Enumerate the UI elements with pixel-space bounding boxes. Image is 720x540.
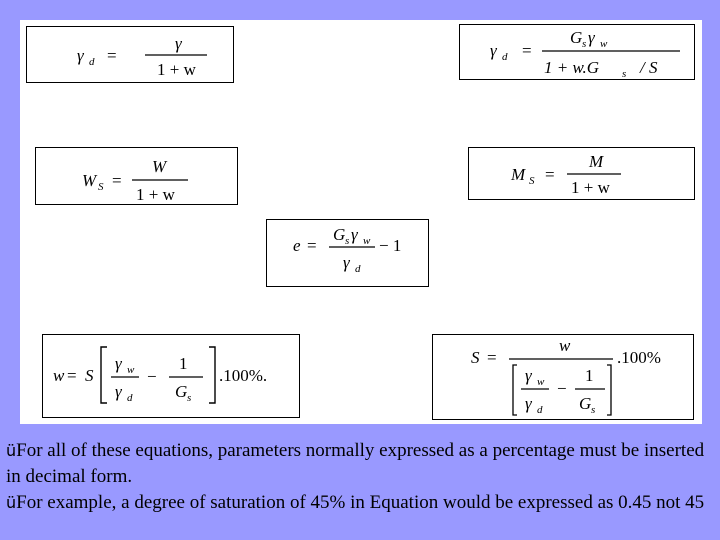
equation-degree-of-saturation-box [432,334,694,420]
eq-term2-denominator: G [175,382,188,401]
note-text: For all of these equations, parameters normally expressed as a percentage must be inserted in decimal form. [6,440,705,487]
eq-lhs-subscript: S [98,181,104,193]
eq-lhs-symbol: γ [77,46,84,65]
eq-equals: = [67,366,77,385]
eq-term2-denominator-subscript: s [591,404,596,416]
eq-denominator-subscript: d [355,263,361,275]
equation-dry-unit-weight-saturation-box [459,24,695,80]
eq-numerator-gamma: γ [351,225,358,244]
eq-percent-factor: .100% [617,348,661,367]
eq-numerator: W [152,157,167,176]
eq-lhs-subscript: S [529,175,535,187]
eq-term1-numerator-subscript: w [127,364,135,376]
note-item [6,490,714,516]
eq-lhs-subscript: d [89,56,95,68]
eq-lhs-symbol: S [471,348,480,367]
eq-numerator-G-subscript: s [582,38,587,50]
eq-denominator: 1 + w [157,60,196,79]
eq-numerator: γ [175,34,182,53]
eq-denominator-subscript: s [622,68,627,80]
eq-numerator-G: G [333,225,346,244]
equation-degree-of-saturation [433,335,695,421]
eq-numerator-G: G [570,28,583,47]
eq-minus: − [147,367,157,386]
equation-water-content-box [42,334,300,418]
checkmark-bullet: ü [6,441,17,460]
left-bracket [513,365,517,415]
eq-percent-factor: .100%. [219,366,268,385]
equation-dry-unit-weight-saturation [460,25,696,81]
equation-water-content [43,335,301,419]
eq-term2-numerator: 1 [585,366,594,385]
equation-dry-unit-weight-box [26,26,234,83]
right-bracket [607,365,611,415]
left-bracket [101,347,107,403]
eq-term2-denominator-subscript: s [187,392,192,404]
notes-block [6,438,714,516]
eq-denominator: 1 + w.G [544,58,600,77]
right-bracket [209,347,215,403]
eq-numerator: M [589,152,604,171]
eq-equals: = [307,236,317,255]
equation-void-ratio [267,220,430,288]
eq-equals: = [107,46,117,65]
eq-minus: − [557,379,567,398]
eq-term1-denominator-subscript: d [127,392,133,404]
eq-coefficient: S [85,366,94,385]
eq-lhs-symbol: e [293,236,301,255]
eq-equals: = [487,348,497,367]
eq-numerator-gamma: γ [588,28,595,47]
eq-numerator-gamma-subscript: w [363,235,371,247]
note-item [6,438,714,490]
eq-lhs-symbol: γ [490,41,497,60]
eq-denominator: γ [343,253,350,272]
equation-solids-mass-box [468,147,695,200]
eq-minus-one: − 1 [379,236,402,255]
eq-lhs-subscript: d [502,51,508,63]
eq-denominator: 1 + w [571,178,610,197]
eq-denominator: 1 + w [136,185,175,204]
eq-term1-denominator: γ [525,394,532,413]
eq-equals: = [522,41,532,60]
eq-numerator: w [559,336,571,355]
eq-equals: = [545,165,555,184]
eq-numerator-G-subscript: s [345,235,350,247]
eq-denominator-tail: / S [640,58,658,77]
checkmark-bullet: ü [6,493,17,512]
eq-equals: = [112,171,122,190]
eq-term1-numerator: γ [115,354,122,373]
eq-term1-denominator-subscript: d [537,404,543,416]
eq-lhs-symbol: M [511,165,526,184]
eq-lhs-symbol: W [82,171,97,190]
eq-term2-denominator: G [579,394,592,413]
eq-numerator-gamma-subscript: w [600,38,608,50]
eq-term1-numerator: γ [525,366,532,385]
eq-term2-numerator: 1 [179,354,188,373]
note-text: For example, a degree of saturation of 45% in Equation would be expressed as 0.45 not 45 [16,492,705,513]
eq-term1-numerator-subscript: w [537,376,545,388]
equation-void-ratio-box [266,219,429,287]
eq-term1-denominator: γ [115,382,122,401]
equation-solids-mass [469,148,696,201]
eq-lhs-symbol: w [53,366,65,385]
equation-solids-weight-box [35,147,238,205]
equation-dry-unit-weight [27,27,235,84]
equation-solids-weight [36,148,239,206]
